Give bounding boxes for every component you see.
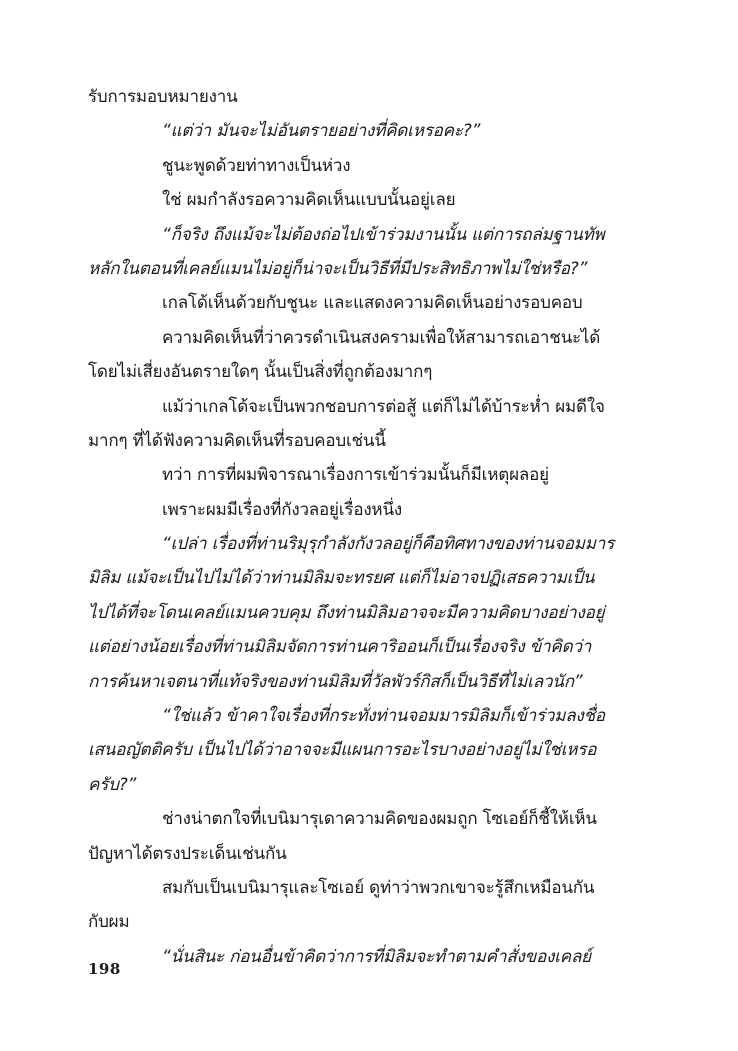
text-line: ทว่า การที่ผมพิจารณาเรื่องการเข้าร่วมนั้นก็มีเหตุผลอยู่ (162, 465, 549, 486)
text-line: โดยไม่เสี่ยงอันตรายใดๆ นั้นเป็นสิ่งที่ถูกต้องมากๆ (88, 362, 433, 383)
text-line: “ก็จริง ถึงแม้จะไม่ต้องถ่อไปเข้าร่วมงานนั้น แต่การถล่มฐานทัพ (162, 224, 605, 245)
text-line: มิลิม แม้จะเป็นไปไม่ได้ว่าท่านมิลิมจะทรยศ แต่ก็ไม่อาจปฏิเสธความเป็น (88, 568, 595, 589)
text-line: ความคิดเห็นที่ว่าควรดำเนินสงครามเพื่อให้สามารถเอาชนะได้ (162, 327, 601, 348)
text-line: กับผม (88, 912, 130, 933)
text-line: เพราะผมมีเรื่องที่กังวลอยู่เรื่องหนึ่ง (162, 499, 402, 520)
text-line: มากๆ ที่ได้ฟังความคิดเห็นที่รอบคอบเช่นนี้ (88, 430, 386, 451)
text-line: รับการมอบหมายงาน (88, 87, 238, 107)
text-line: เกลโด้เห็นด้วยกับชูนะ และแสดงความคิดเห็นอย่างรอบคอบ (162, 293, 583, 314)
page-number: 198 (88, 960, 121, 978)
text-line: ไปได้ที่จะโดนเคลย์แมนควบคุม ถึงท่านมิลิมอาจจะมีความคิดบางอย่างอยู่ (88, 602, 605, 623)
text-line: “เปล่า เรื่องที่ท่านริมุรุกำลังกังวลอยู่ก็คือทิศทางของท่านจอมมาร (162, 534, 615, 555)
text-line: เสนอญัตติครับ เป็นไปได้ว่าอาจจะมีแผนการอะไรบางอย่างอยู่ไม่ใช่เหรอ (88, 740, 597, 761)
text-line: “ใช่แล้ว ข้าคาใจเรื่องที่กระทั่งท่านจอมมารมิลิมก็เข้าร่วมลงชื่อ (162, 706, 605, 727)
text-line: ครับ?” (88, 774, 137, 795)
text-line: การค้นหาเจตนาที่แท้จริงของท่านมิลิมที่วัลพัวร์กิสก็เป็นวิธีที่ไม่เลวนัก” (88, 671, 583, 692)
text-line: “แต่ว่า มันจะไม่อันตรายอย่างที่คิดเหรอคะ?” (162, 121, 481, 142)
text-line: ใช่ ผมกำลังรอความคิดเห็นแบบนั้นอยู่เลย (162, 190, 456, 211)
text-line: แต่อย่างน้อยเรื่องที่ท่านมิลิมจัดการท่านคาริออนก็เป็นเรื่องจริง ข้าคิดว่า (88, 637, 592, 658)
text-line: ชูนะพูดด้วยท่าทางเป็นห่วง (162, 155, 351, 176)
text-line: แม้ว่าเกลโด้จะเป็นพวกชอบการต่อสู้ แต่ก็ไม่ได้บ้าระห่ำ ผมดีใจ (162, 396, 605, 417)
text-line: หลักในตอนที่เคลย์แมนไม่อยู่ก็น่าจะเป็นวิธีที่มีประสิทธิภาพไม่ใช่หรือ?” (88, 258, 588, 279)
text-line: “นั่นสินะ ก่อนอื่นข้าคิดว่าการที่มิลิมจะทำตามคำสั่งของเคลย์ (162, 946, 591, 967)
body-text (88, 80, 654, 974)
text-line: ช่างน่าตกใจที่เบนิมารุเดาความคิดของผมถูก โซเอย์ก็ชี้ให้เห็น (162, 809, 597, 830)
text-line: สมกับเป็นเบนิมารุและโซเอย์ ดูท่าว่าพวกเขาจะรู้สึกเหมือนกัน (162, 877, 595, 898)
text-line: ปัญหาได้ตรงประเด็นเช่นกัน (88, 843, 287, 864)
